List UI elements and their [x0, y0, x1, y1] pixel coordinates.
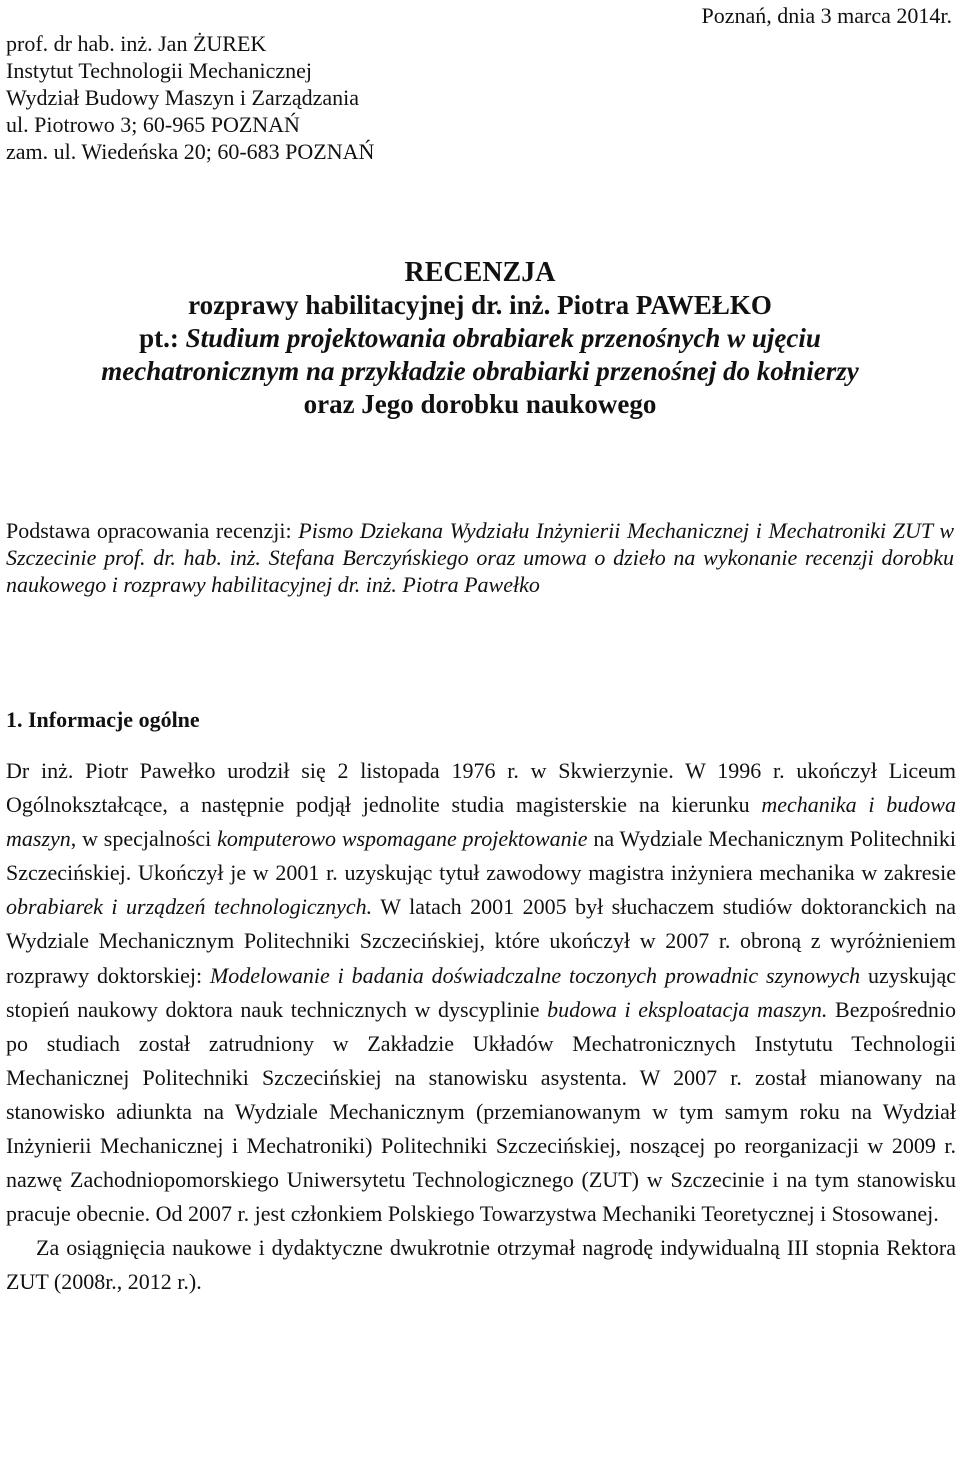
italic-run: Modelowanie i badania doświadczalne toczonych prowadnic szynowych [209, 962, 861, 988]
review-basis [6, 517, 954, 598]
sender-faculty: Wydział Budowy Maszyn i Zarządzania [6, 85, 359, 110]
review-title-block [0, 256, 960, 421]
paragraph-biography [6, 754, 956, 1231]
italic-run: komputerowo wspomagane projektowanie [217, 826, 588, 852]
italic-run: budowa i eksploatacja maszyn. [547, 996, 828, 1022]
italic-run: obrabiarek i urządzeń technologicznych. [6, 894, 373, 920]
sender-address-block [6, 30, 374, 165]
sender-name: prof. dr hab. inż. Jan ŻUREK [6, 31, 267, 56]
thesis-title-italic-2: mechatronicznym na przykładzie obrabiarki przenośnej do kołnierzy [101, 356, 859, 386]
text-run: na Wydziale Mechanicznym Politechniki Szczecińskiej. Ukończył je w 2001 r. uzyskując tytuł zawodowy magistra inżyniera mechanika w zakresie [6, 826, 957, 886]
section-heading: 1. Informacje ogólne [6, 707, 200, 732]
text-run: W latach 2001 2005 był słuchaczem studiów doktoranckich na Wydziale Mechanicznym Politechniki Szczecińskiej, które ukończył w 2007 r. obroną z wyróżnieniem rozprawy doktorskiej: [6, 894, 957, 988]
text-run: , w specjalności [70, 826, 218, 852]
sender-institute: Instytut Technologii Mechanicznej [6, 58, 312, 83]
sender-street: ul. Piotrowo 3; 60-965 POZNAŃ [6, 112, 300, 137]
thesis-title-line-1 [0, 322, 960, 355]
thesis-title-line-2 [0, 355, 960, 388]
review-title: RECENZJA [404, 257, 556, 288]
basis-prefix: Podstawa opracowania recenzji: [6, 518, 299, 543]
thesis-title-prefix: pt.: [139, 323, 186, 353]
basis-italic: Pismo Dziekana Wydziału Inżynierii Mechanicznej i Mechatroniki ZUT w Szczecinie prof. dr. hab. inż. Stefana Berczyńskiego oraz umowa o dzieło na wykonanie recenzji dorobku naukowego i rozprawy habilitacyjnej dr. inż. Piotra Pawełko [6, 518, 955, 597]
review-subject: rozprawy habilitacyjnej dr. inż. Piotra PAWEŁKO [188, 290, 772, 320]
italic-run: mechanika i budowa maszyn [6, 792, 956, 852]
sender-home-address: zam. ul. Wiedeńska 20; 60-683 POZNAŃ [6, 139, 375, 164]
thesis-title-line-3: oraz Jego dorobku naukowego [303, 389, 657, 419]
thesis-title-italic-1: Studium projektowania obrabiarek przenośnych w ujęciu [185, 323, 821, 353]
letter-date: Poznań, dnia 3 marca 2014r. [701, 3, 952, 28]
paragraph-awards: Za osiągnięcia naukowe i dydaktyczne dwukrotnie otrzymał nagrodę indywidualną III stopnia Rektora ZUT (2008r., 2012 r.). [6, 1235, 956, 1295]
text-run: uzyskując stopień naukowy doktora nauk technicznych w dyscyplinie [6, 962, 957, 1022]
text-run: Bezpośrednio po studiach został zatrudniony w Zakładzie Układów Mechatronicznych Instytutu Technologii Mechanicznej Politechniki Szczecińskiej na stanowisku asystenta. W 2007 r. został mianowany na stanowisko adiunkta na Wydziale Mechanicznym (przemianowanym w tym samym roku na Wydział Inżynierii Mechanicznej i Mechatroniki) Politechniki Szczecińskiej, noszącej po reorganizacji w 2009 r. nazwę Zachodniopomorskiego Uniwersytetu Technologicznego (ZUT) w Szczecinie i na tym stanowisku pracuje obecnie. Od 2007 r. jest członkiem Polskiego Towarzystwa Mechaniki Teoretycznej i Stosowanej. [6, 996, 956, 1227]
section-body [6, 754, 956, 1300]
text-run: Dr inż. Piotr Pawełko urodził się 2 listopada 1976 r. w Skwierzynie. W 1996 r. ukończył Liceum Ogólnokształcące, a następnie podjął jednolite studia magisterskie na kierunku [6, 758, 956, 818]
